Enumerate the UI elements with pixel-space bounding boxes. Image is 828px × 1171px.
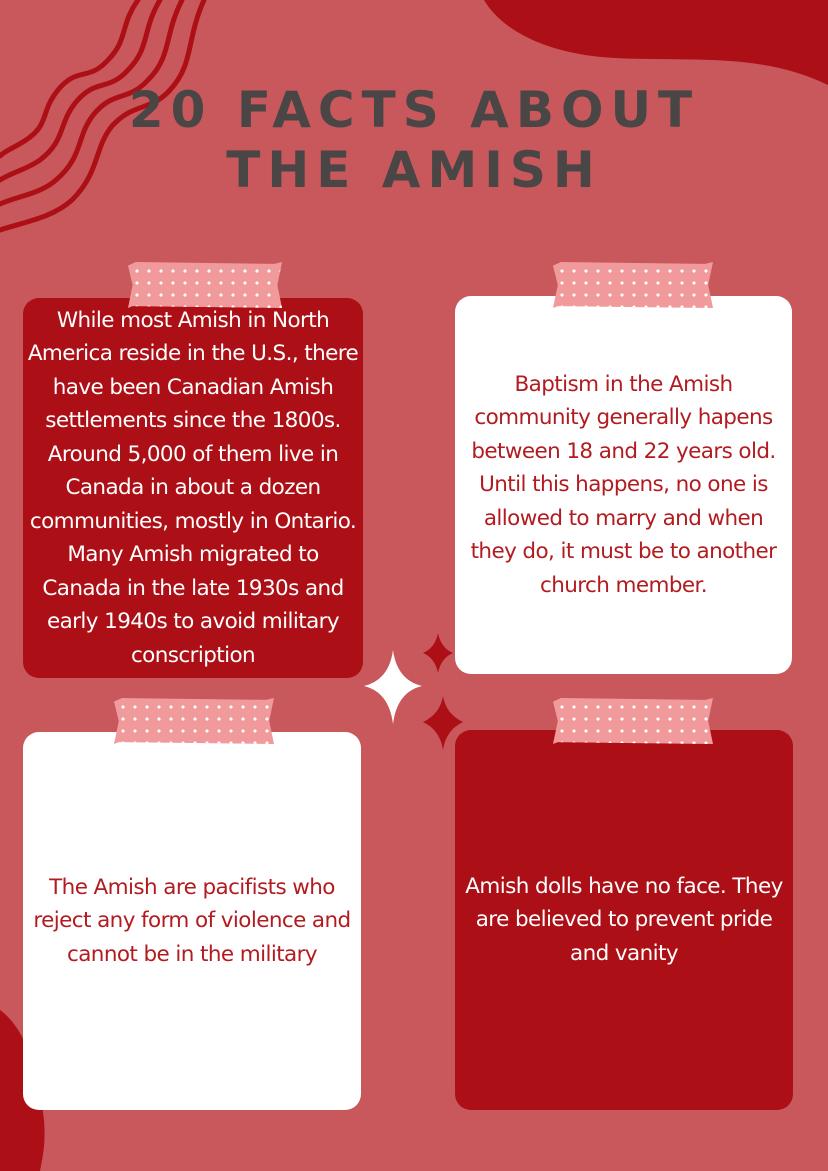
fact-text-2: Baptism in the Amish community generally hapens between 18 and 22 years old. Until this happens, no one is allowed to marry and when they do, it must be to another church member. <box>470 371 777 598</box>
sparkle-decorations <box>364 633 463 750</box>
fact-text-3: The Amish are pacifists who reject any form of violence and cannot be in the military <box>33 874 351 967</box>
fact-card-2 <box>455 296 792 674</box>
sparkle-red-top <box>423 633 453 673</box>
fact-card-4 <box>455 730 793 1110</box>
tape-strip-2 <box>553 262 713 308</box>
tape-strip-1 <box>128 262 282 308</box>
fact-card-3 <box>23 732 361 1110</box>
page-title: 20 FACTS ABOUT THE AMISH <box>128 81 700 199</box>
top-right-blob <box>484 0 828 85</box>
fact-card-1 <box>23 298 363 678</box>
fact-text-4: Amish dolls have no face. They are believed to prevent pride and vanity <box>465 873 783 966</box>
fact-text-1: While most Amish in North America reside in the U.S., there have been Canadian Amish settlements since the 1800s. Around 5,000 of them live in Canada in about a dozen communities, mostly in Ontario. Many Amish migrated to Canada in the late 1930s and early 1940s to avoid military conscription <box>27 307 359 668</box>
tape-strip-3 <box>114 698 274 744</box>
sparkle-white <box>364 650 422 724</box>
tape-strip-4 <box>553 698 713 744</box>
